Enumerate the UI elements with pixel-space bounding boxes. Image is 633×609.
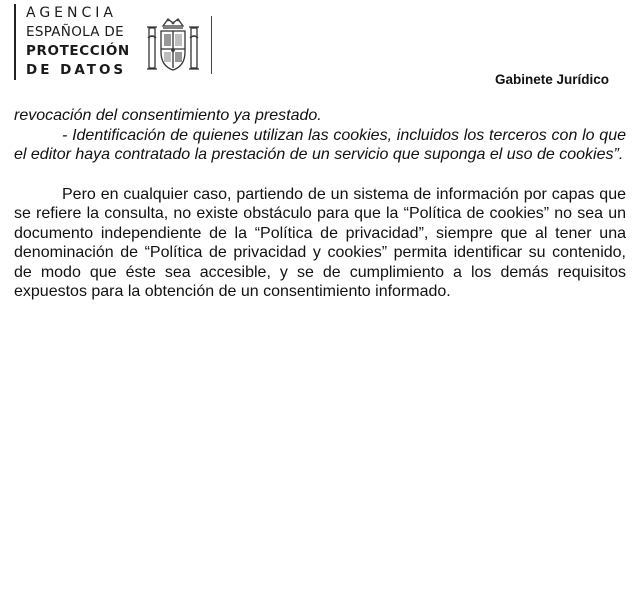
quoted-line-2: - Identificación de quienes utilizan las cookies, incluidos los terceros con lo que el editor haya contratado la prestación de un servicio que suponga el uso de cookies”.: [14, 126, 626, 163]
body-paragraph: Pero en cualquier caso, partiendo de un sistema de información por capas que se refiere la consulta, no existe obstáculo para que la “Política de cookies” no sea un documento independiente de la “Política de privacidad”, siempre que al tener una denominación de “Política de privacidad y cookies” permita identificar su contenido, de modo que éste sea accesible, y se de cumplimiento a los demás requisitos expuestos para la obtención de un consentimiento informado.: [14, 185, 626, 300]
agency-name-block: [14, 4, 130, 80]
agency-name-line-3: PROTECCIÓN: [26, 43, 130, 59]
quoted-requirements: [14, 106, 626, 165]
crest-divider: [211, 16, 212, 74]
department-label: Gabinete Jurídico: [495, 72, 610, 87]
agency-name-line-4: DE DATOS: [26, 62, 127, 78]
agency-name-line-2: ESPAÑOLA DE: [26, 24, 124, 40]
document-body: [14, 106, 626, 302]
letterhead: [0, 0, 633, 100]
spain-coat-of-arms-icon: [146, 14, 200, 76]
quoted-line-1: revocación del consentimiento ya prestado.: [14, 107, 322, 124]
agency-name-line-1: AGENCIA: [26, 5, 117, 21]
